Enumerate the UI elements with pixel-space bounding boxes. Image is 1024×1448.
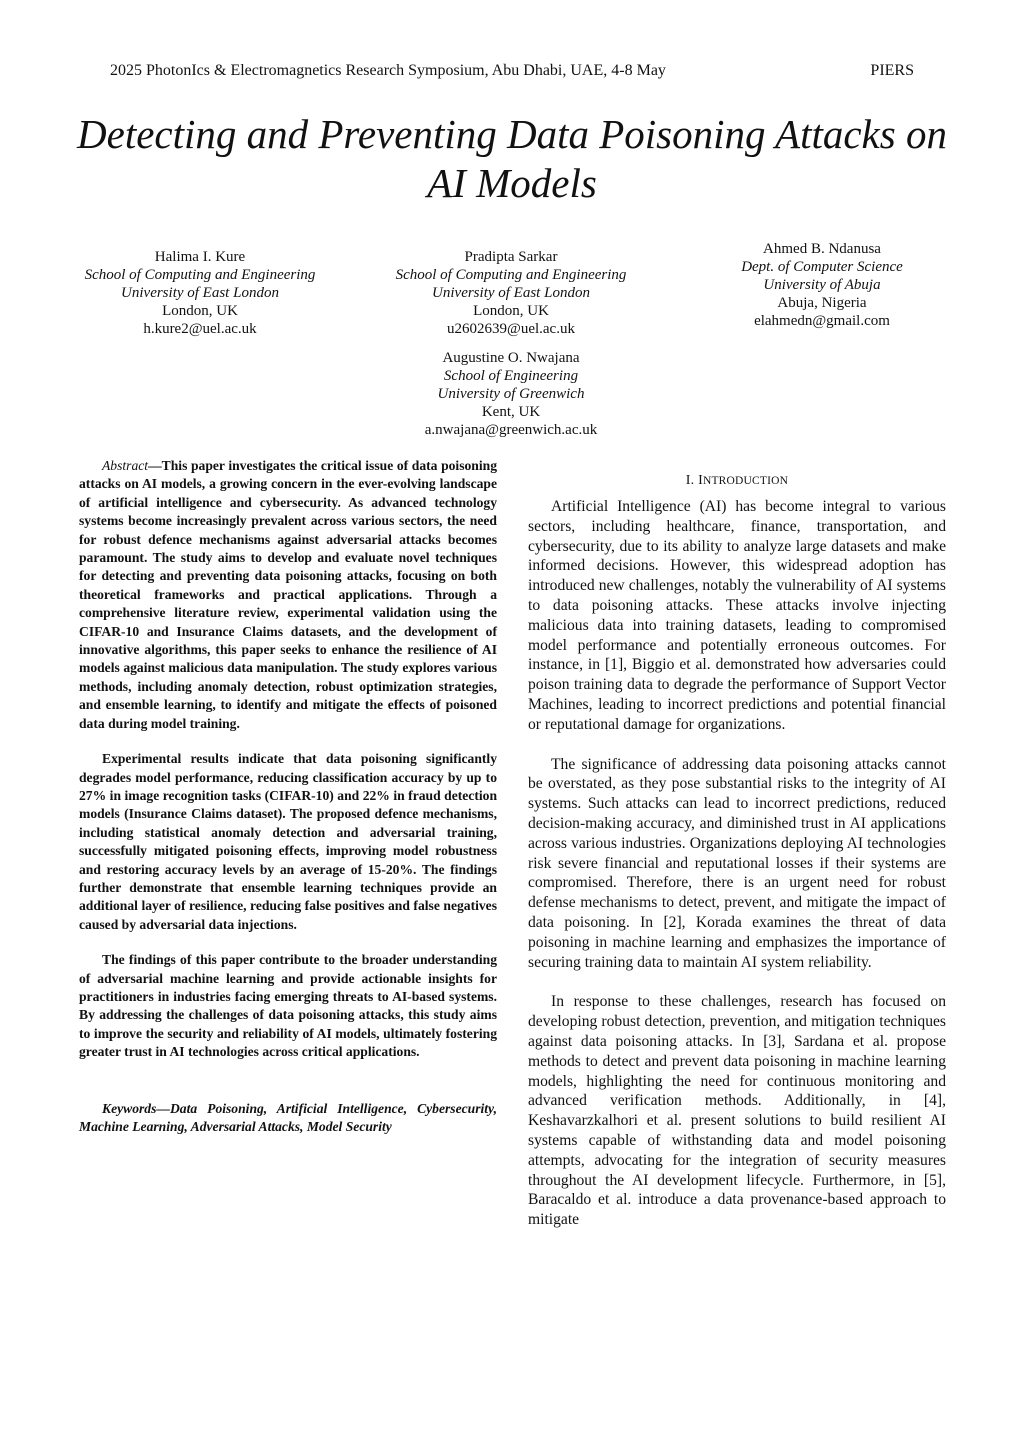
author-name: Ahmed B. Ndanusa [763,241,881,257]
author-univ: University of East London [121,285,279,301]
abstract-paragraph-1 [79,457,497,733]
author-location: Kent, UK [481,404,541,420]
author-location: Abuja, Nigeria [777,295,867,311]
author-dept: Dept. of Computer Science [741,259,903,275]
author-block-3 [692,240,952,330]
author-univ: University of East London [432,285,590,301]
introduction-column [528,457,946,1230]
author-block-1 [70,248,330,338]
paper-title: Detecting and Preventing Data Poisoning Attacks on AI Models [77,111,947,206]
keywords-label: Keywords— [102,1100,170,1116]
section-title-rest: NTRODUCTION [702,475,789,487]
abstract-paragraph-3: The findings of this paper contribute to the broader understanding of adversarial machine learning and provide actionable insights for practitioners in industries facing emerging threats to AI-based systems. By addressing the challenges of data poisoning attacks, this study aims to improve the security and reliability of AI models, ultimately fostering greater trust in AI technologies across critical applications. [79,952,497,1060]
abstract-paragraph-2: Experimental results indicate that data poisoning significantly degrades model performance, reducing classification accuracy by up to 27% in image recognition tasks (CIFAR-10) and 22% in fraud detection models (Insurance Claims dataset). The proposed defence mechanisms, including statistical anomaly detection and adversarial training, successfully mitigated poisoning effects, improving model robustness and restoring accuracy levels by an average of 15-20%. The findings further demonstrate that ensemble learning techniques provide an additional layer of resilience, reducing false positives and false negatives caused by adversarial data injections. [79,751,497,932]
author-univ: University of Greenwich [437,386,585,402]
abstract-dash: — [148,458,162,473]
abstract-text-1: This paper investigates the critical issue of data poisoning attacks on AI models, a growing concern in the ever-evolving landscape of artificial intelligence and cybersecurity. As advanced technology systems become increasingly prevalent across various sectors, the need for robust defence mechanisms against adversarial attacks becomes paramount. The study aims to develop and evaluate novel techniques for detecting and preventing data poisoning attacks, focusing on both theoretical frameworks and practical applications. Through a comprehensive literature review, experimental validation using the CIFAR-10 and Insurance Claims datasets, and the development of innovative algorithms, this paper seeks to enhance the resilience of AI models against malicious data manipulation. The study explores various methods, including anomaly detection, robust optimization strategies, and ensemble learning, to identify and mitigate the effects of poisoned data during model training. [79,458,497,731]
intro-paragraph-1: Artificial Intelligence (AI) has become integral to various sectors, including healthcare, finance, transportation, and cybersecurity, due to its ability to analyze large datasets and make informed decisions. However, this widespread adoption has introduced new challenges, notably the vulnerability of AI systems to data poisoning attacks. These attacks involve injecting malicious data into training datasets, leading to compromised model performance and potentially erroneous outcomes. For instance, in [1], Biggio et al. demonstrated how adversaries could poison training data to degrade the performance of Support Vector Machines, leading to incorrect predictions and potential financial or reputational damage for organizations. [528,498,946,733]
author-block-4 [381,349,641,439]
author-dept: School of Computing and Engineering [84,267,316,283]
intro-paragraph-2: The significance of addressing data poisoning attacks cannot be overstated, as they pose substantial risks to the integrity of AI systems. Such attacks can lead to incorrect predictions, reduced decision-making accuracy, and diminished trust in AI applications across various industries. Organizations deploying AI technologies risk severe financial and reputational losses if their systems are compromised. Therefore, there is an urgent need for robust defense mechanisms to detect, prevent, and mitigate the impact of data poisoning. In [2], Korada examines the threat of data poisoning in machine learning and emphasizes the importance of securing training data to maintain AI system reliability. [528,755,946,971]
author-location: London, UK [162,303,238,319]
abstract-label: Abstract [102,458,149,473]
intro-paragraph-3: In response to these challenges, research has focused on developing robust detection, prevention, and mitigation techniques against data poisoning attacks. In [3], Sardana et al. propose methods to detect and prevent data poisoning in machine learning models, highlighting the need for continuous monitoring and advanced verification methods. Additionally, in [4], Keshavarzkalhori et al. present solutions to build resilient AI systems capable of withstanding data and model poisoning attempts, advocating for the integration of security measures throughout the AI development lifecycle. Furthermore, in [5], Baracaldo et al. introduce a data provenance-based approach to mitigate [528,993,946,1229]
author-dept: School of Engineering [443,368,579,384]
keywords [79,1100,497,1137]
section-number: I. [685,473,695,488]
author-location: London, UK [473,303,549,319]
author-univ: University of Abuja [763,277,881,293]
conference-name: 2025 PhotonIcs & Electromagnetics Research Symposium, Abu Dhabi, UAE, 4-8 May [110,62,666,79]
section-title-initial: I [698,473,703,488]
abstract-column [79,457,497,1136]
author-name: Pradipta Sarkar [464,249,558,265]
author-dept: School of Computing and Engineering [395,267,627,283]
author-email[interactable]: elahmedn@gmail.com [754,313,890,329]
author-email[interactable]: u2602639@uel.ac.uk [447,321,575,337]
author-name: Augustine O. Nwajana [442,350,580,366]
author-email[interactable]: h.kure2@uel.ac.uk [143,321,257,337]
author-block-2 [381,248,641,338]
conference-short: PIERS [870,62,914,79]
section-heading-introduction [528,473,946,489]
author-email[interactable]: a.nwajana@greenwich.ac.uk [424,422,598,438]
author-name: Halima I. Kure [154,249,246,265]
keywords-text: Data Poisoning, Artificial Intelligence, Cybersecurity, Machine Learning, Adversarial Attacks, Model Security [79,1100,497,1134]
running-header [110,62,914,80]
